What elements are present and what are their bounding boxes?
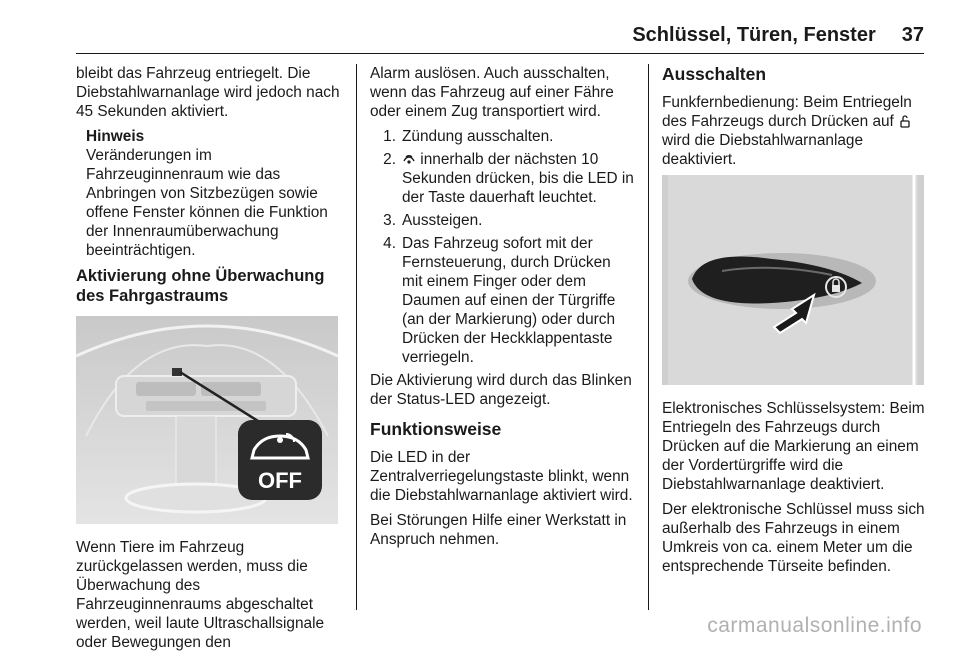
door-handle-figure bbox=[662, 175, 924, 385]
list-item: 3. Aussteigen. bbox=[383, 212, 483, 229]
paragraph: Alarm auslösen. Auch ausschalten, wenn das Fahrzeug auf einer Fähre oder einem Zug transportiert wird. bbox=[370, 65, 614, 120]
page-number: 37 bbox=[901, 24, 924, 46]
paragraph: Der elektronische Schlüssel muss sich außerhalb des Fahrzeugs in einem Umkreis von ca. einem Meter um die entsprechende Türseite befinden. bbox=[662, 501, 925, 575]
steps-list bbox=[370, 127, 634, 367]
paragraph: bleibt das Fahrzeug entriegelt. Die Diebstahlwarnanlage wird jedoch nach 45 Sekunden aktiviert. bbox=[76, 65, 340, 120]
list-item: 2. innerhalb der nächsten 10 Sekunden drücken, bis die LED in der Taste dauerhaft leuchtet. bbox=[383, 151, 634, 206]
note-box bbox=[86, 127, 344, 260]
paragraph: Funkfernbedienung: Beim Entriegeln des Fahrzeugs durch Drücken auf wird die Diebstahlwarnanlage deaktiviert. bbox=[662, 94, 912, 168]
list-item: 1. Zündung ausschalten. bbox=[383, 128, 554, 145]
page-header bbox=[632, 24, 924, 47]
header-rule bbox=[76, 53, 924, 54]
section-heading: Aktivierung ohne Überwachung des Fahrgastraums bbox=[76, 267, 325, 305]
paragraph: Elektronisches Schlüsselsystem: Beim Entriegeln des Fahrzeugs durch Drücken auf die Markierung an einem der Vordertürgriffe wird die Diebstahlwarnanlage deaktiviert. bbox=[662, 400, 925, 493]
section-heading: Funktionsweise bbox=[370, 419, 502, 439]
paragraph: Die LED in der Zentralverriegelungstaste blinkt, wenn die Diebstahlwarnanlage aktiviert wird. bbox=[370, 449, 633, 504]
section-heading: Ausschalten bbox=[662, 64, 767, 84]
interior-sensor-icon bbox=[402, 152, 416, 166]
column-divider-2 bbox=[648, 64, 649, 610]
paragraph: Die Aktivierung wird durch das Blinken der Status-LED angezeigt. bbox=[370, 372, 632, 408]
column-divider-1 bbox=[356, 64, 357, 610]
paragraph: Wenn Tiere im Fahrzeug zurückgelassen werden, muss die Überwachung des Fahrzeuginnenraums abgeschaltet werden, weil laute Ultraschallsignale oder Bewegungen den bbox=[76, 539, 325, 651]
note-title: Hinweis bbox=[86, 128, 145, 145]
column-3 bbox=[662, 64, 926, 582]
list-item: 4. Das Fahrzeug sofort mit der Fernsteuerung, durch Drücken mit einem Finger oder dem Daumen auf einen der Türgriffe (an der Markierung) oder durch Drücken der Heckklappentaste verriegeln. bbox=[383, 235, 616, 366]
watermark: carmanualsonline.info bbox=[707, 614, 922, 637]
note-text: Veränderungen im Fahrzeuginnenraum wie das Anbringen von Sitzbezügen sowie offene Fenster können die Funktion der Innenraumüberwachung beeinträchtigen. bbox=[86, 147, 328, 259]
paragraph: Bei Störungen Hilfe einer Werkstatt in Anspruch nehmen. bbox=[370, 512, 627, 548]
column-1 bbox=[76, 64, 344, 658]
unlock-icon bbox=[898, 114, 912, 128]
ceiling-console-figure bbox=[76, 316, 338, 524]
off-label: OFF bbox=[258, 468, 302, 493]
section-title: Schlüssel, Türen, Fenster bbox=[632, 24, 876, 46]
column-2 bbox=[370, 64, 634, 555]
